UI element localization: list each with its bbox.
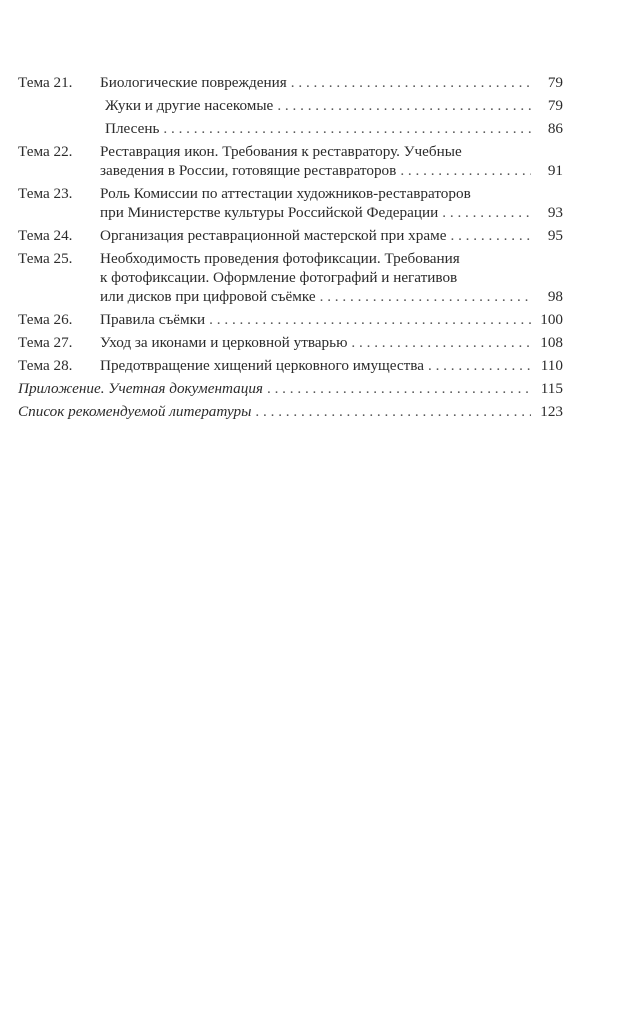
dot-leader xyxy=(163,119,531,138)
toc-title-line: Плесень xyxy=(105,120,160,137)
toc-page-number: 100 xyxy=(540,311,563,328)
toc-entry xyxy=(18,402,563,421)
toc-page-number: 86 xyxy=(547,120,563,137)
toc-title-line: Приложение. Учетная документация xyxy=(18,380,263,397)
dot-leader xyxy=(428,356,531,375)
toc-page-number: 93 xyxy=(547,204,563,221)
toc-title-line: Правила съёмки xyxy=(100,311,206,328)
dot-leader xyxy=(450,226,531,245)
toc-entry xyxy=(18,73,563,92)
toc-title-line: Список рекомендуемой литературы xyxy=(18,403,252,420)
dot-leader xyxy=(209,310,531,329)
toc-topic-label: Тема 23. xyxy=(18,185,73,202)
toc-entry xyxy=(18,184,563,222)
toc-entry xyxy=(18,96,563,115)
toc-entry-title xyxy=(100,73,563,92)
toc-topic-label: Тема 28. xyxy=(18,357,73,374)
toc-entry-title xyxy=(100,226,563,245)
toc-entry xyxy=(18,249,563,306)
toc-page-number: 95 xyxy=(547,227,563,244)
toc-entry-title xyxy=(100,333,563,352)
toc-entry xyxy=(18,379,563,398)
toc-entry-title xyxy=(18,379,563,398)
toc-page-number: 79 xyxy=(547,74,563,91)
toc-entry xyxy=(18,119,563,138)
dot-leader xyxy=(267,379,531,398)
toc-entry-title xyxy=(18,402,563,421)
toc-topic-label: Тема 24. xyxy=(18,227,73,244)
toc-entry-title xyxy=(100,142,563,180)
toc-title-line: при Министерстве культуры Российской Федерации xyxy=(100,204,439,221)
toc-entry xyxy=(18,142,563,180)
dot-leader xyxy=(291,73,531,92)
toc-entry xyxy=(18,356,563,375)
toc-page-number: 91 xyxy=(547,162,563,179)
toc-title-line: Биологические повреждения xyxy=(100,74,287,91)
toc-page-number: 123 xyxy=(540,403,563,420)
table-of-contents xyxy=(18,73,563,425)
toc-topic-label: Тема 22. xyxy=(18,143,73,160)
toc-title-line: Необходимость проведения фотофиксации. Требования xyxy=(100,250,460,267)
toc-entry-title xyxy=(100,249,563,306)
toc-title-line: Жуки и другие насекомые xyxy=(105,97,274,114)
toc-topic-label: Тема 26. xyxy=(18,311,73,328)
toc-page-number: 98 xyxy=(547,288,563,305)
toc-entry xyxy=(18,333,563,352)
toc-entry-title xyxy=(105,96,563,115)
toc-entry xyxy=(18,310,563,329)
toc-title-line: Уход за иконами и церковной утварью xyxy=(100,334,348,351)
dot-leader xyxy=(400,161,531,180)
dot-leader xyxy=(277,96,531,115)
toc-entry-title xyxy=(100,356,563,375)
toc-title-line: или дисков при цифровой съёмке xyxy=(100,288,316,305)
dot-leader xyxy=(320,287,531,306)
toc-page-number: 108 xyxy=(540,334,563,351)
toc-title-line: Организация реставрационной мастерской при храме xyxy=(100,227,447,244)
toc-title-line: Реставрация икон. Требования к реставратору. Учебные xyxy=(100,143,462,160)
toc-page-number: 115 xyxy=(540,380,563,397)
toc-topic-label: Тема 25. xyxy=(18,250,73,267)
toc-page-number: 79 xyxy=(547,97,563,114)
toc-topic-label: Тема 27. xyxy=(18,334,73,351)
toc-title-line: заведения в России, готовящие реставраторов xyxy=(100,162,397,179)
toc-page-number: 110 xyxy=(540,357,563,374)
dot-leader xyxy=(442,203,531,222)
toc-topic-label: Тема 21. xyxy=(18,74,73,91)
dot-leader xyxy=(351,333,531,352)
toc-entry-title xyxy=(105,119,563,138)
toc-title-line: Роль Комиссии по аттестации художников-реставраторов xyxy=(100,185,471,202)
dot-leader xyxy=(255,402,531,421)
toc-title-line: Предотвращение хищений церковного имущества xyxy=(100,357,424,374)
toc-entry-title xyxy=(100,184,563,222)
toc-entry-title xyxy=(100,310,563,329)
toc-entry xyxy=(18,226,563,245)
toc-title-line: к фотофиксации. Оформление фотографий и негативов xyxy=(100,269,458,286)
